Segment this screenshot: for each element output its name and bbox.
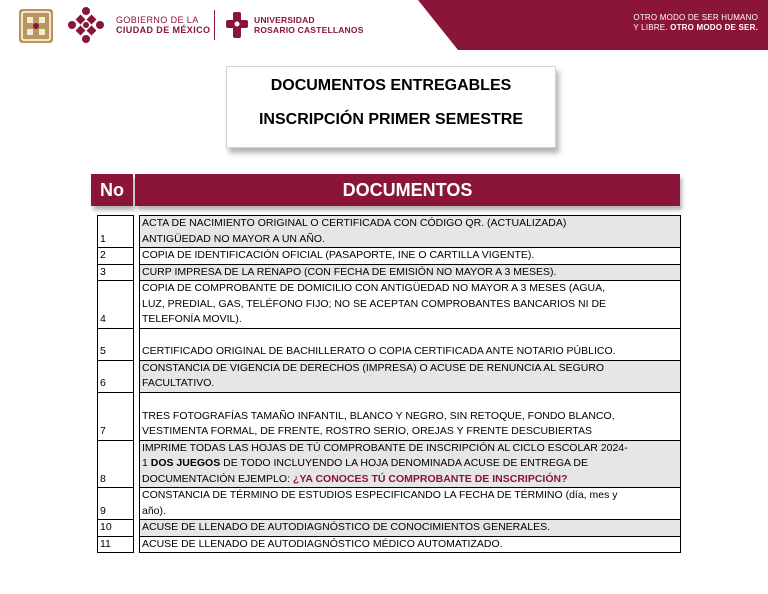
row-text-line: CONSTANCIA DE VIGENCIA DE DERECHOS (IMPRESA) O ACUSE DE RENUNCIA AL SEGURO [142, 361, 605, 374]
row-text-line [142, 472, 678, 488]
cdmx-logo-icon [66, 5, 106, 45]
row-text-line: TRES FOTOGRAFÍAS TAMAÑO INFANTIL, BLANCO Y NEGRO, SIN RETOQUE, FONDO BLANCO, [142, 409, 615, 422]
table-row [98, 328, 681, 360]
row-number: 3 [98, 264, 134, 281]
row-text-emphasis: DOS JUEGOS [150, 457, 221, 469]
slogan-line-1: OTRO MODO DE SER HUMANO [633, 13, 758, 22]
row-number: 8 [98, 440, 134, 488]
slogan-line-2 [633, 23, 758, 33]
table-row [98, 488, 681, 520]
gov-line-2: CIUDAD DE MÉXICO [116, 25, 211, 35]
row-number: 4 [98, 281, 134, 329]
government-name [116, 15, 210, 35]
row-number: 11 [98, 536, 134, 553]
documents-table [97, 215, 681, 553]
row-text-line: CERTIFICADO ORIGINAL DE BACHILLERATO O COPIA CERTIFICADA ANTE NOTARIO PÚBLICO. [142, 345, 616, 357]
row-text-line: ANTIGÜEDAD NO MAYOR A UN AÑO. [142, 232, 326, 245]
row-text [140, 281, 681, 329]
row-text-line: COPIA DE IDENTIFICACIÓN OFICIAL (PASAPORTE, INE O CARTILLA VIGENTE). [142, 249, 535, 261]
row-text-line: año). [142, 504, 166, 517]
row-text [140, 488, 681, 520]
uni-line-1: UNIVERSIDAD [254, 15, 315, 25]
row-number: 2 [98, 248, 134, 265]
row-text [140, 520, 681, 537]
row-text-line: ACTA DE NACIMIENTO ORIGINAL O CERTIFICADA CON CÓDIGO QR. (ACTUALIZADA) [142, 217, 567, 229]
row-number: 1 [98, 216, 134, 248]
row-text [140, 248, 681, 265]
table-row [98, 216, 681, 248]
column-header-documents: DOCUMENTOS [135, 174, 680, 206]
row-number: 10 [98, 520, 134, 537]
row-text-line: FACULTATIVO. [142, 377, 215, 389]
row-text [140, 328, 681, 360]
row-text [140, 440, 681, 488]
row-text-part: DOCUMENTACIÓN EJEMPLO: [142, 472, 293, 485]
row-text-line: CONSTANCIA DE TÉRMINO DE ESTUDIOS ESPECIFICANDO LA FECHA DE TÉRMINO (día, mes y [142, 489, 618, 501]
row-text-line: LUZ, PREDIAL, GAS, TELÉFONO FIJO; NO SE ACEPTAN COMPROBANTES BANCARIOS NI DE [142, 297, 607, 310]
row-text [140, 392, 681, 440]
header-divider [214, 10, 215, 40]
row-text-line [142, 456, 678, 472]
slogan [633, 13, 758, 33]
gov-line-1: GOBIERNO DE LA [116, 15, 199, 25]
row-text-part: 1 [142, 457, 151, 469]
row-text-line: CURP IMPRESA DE LA RENAPO (CON FECHA DE EMISIÓN NO MAYOR A 3 MESES). [142, 265, 557, 278]
slogan-line-2b: OTRO MODO DE SER. [670, 23, 758, 32]
table-row [98, 264, 681, 281]
row-text [140, 360, 681, 392]
row-number: 6 [98, 360, 134, 392]
row-text-line: COPIA DE COMPROBANTE DE DOMICILIO CON ANTIGÜEDAD NO MAYOR A 3 MESES (AGUA, [142, 282, 606, 294]
row-text-line: IMPRIME TODAS LAS HOJAS DE TÚ COMPROBANTE DE INSCRIPCIÓN AL CICLO ESCOLAR 2024- [142, 441, 628, 454]
slogan-line-2a: Y LIBRE. [633, 23, 671, 32]
university-name [254, 15, 364, 35]
urc-logo-icon [226, 12, 248, 38]
column-header-no: No [91, 174, 133, 206]
uni-line-2: ROSARIO CASTELLANOS [254, 25, 364, 35]
receipt-example-link[interactable]: ¿YA CONOCES TÚ COMPROBANTE DE INSCRIPCIÓN? [292, 472, 568, 485]
row-text-line: TELEFONÍA MOVIL). [142, 313, 242, 325]
table-row [98, 536, 681, 553]
page-subtitle: INSCRIPCIÓN PRIMER SEMESTRE [258, 111, 524, 128]
title-box [226, 66, 556, 148]
table-row [98, 248, 681, 265]
table-row [98, 520, 681, 537]
row-number: 5 [98, 328, 134, 360]
row-text-line: ACUSE DE LLENADO DE AUTODIAGNÓSTICO MÉDICO AUTOMATIZADO. [142, 537, 503, 550]
table-row [98, 440, 681, 488]
row-text [140, 216, 681, 248]
row-text [140, 536, 681, 553]
page-title: DOCUMENTOS ENTREGABLES [270, 77, 512, 94]
table-row [98, 392, 681, 440]
cdmx-seal-icon [18, 8, 54, 44]
row-text-line: VESTIMENTA FORMAL, DE FRENTE, ROSTRO SERIO, OREJAS Y FRENTE DESCUBIERTAS [142, 425, 593, 437]
row-text-line: ACUSE DE LLENADO DE AUTODIAGNÓSTICO DE CONOCIMIENTOS GENERALES. [142, 521, 551, 533]
page-header [0, 0, 768, 50]
row-number: 9 [98, 488, 134, 520]
row-text-part: DE TODO INCLUYENDO LA HOJA DENOMINADA ACUSE DE ENTREGA DE [220, 457, 588, 469]
row-number: 7 [98, 392, 134, 440]
row-text [140, 264, 681, 281]
table-row [98, 360, 681, 392]
table-row [98, 281, 681, 329]
